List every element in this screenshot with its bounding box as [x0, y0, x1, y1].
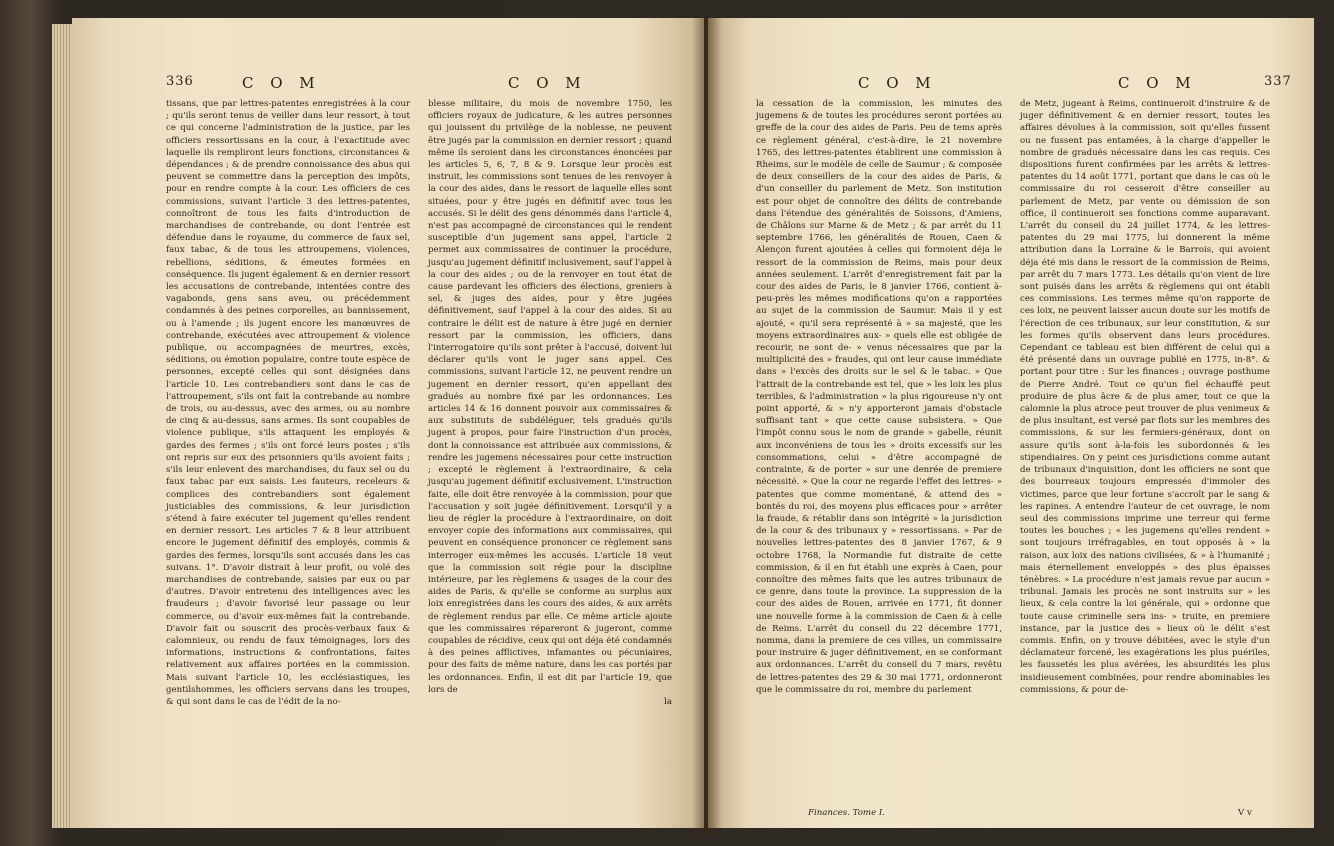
- book-gutter: [692, 18, 722, 836]
- left-column-2-catchword: la: [664, 696, 672, 707]
- right-column-1: [756, 98, 1002, 696]
- right-page: [708, 18, 1314, 828]
- right-page-signature: V v: [1238, 808, 1252, 818]
- left-column-1: [166, 98, 410, 708]
- right-page-number: 337: [1264, 74, 1292, 89]
- left-column-2-text: blesse militaire, du mois de novembre 1750, les officiers royaux de judicature, & les autres personnes qui jouissent du privilège de la noblesse, ne peuvent être jugés par la commission en dernier ressort ; quand même ils seroient dans les circonstances énoncées par les articles 5, 6, 7, 8 & 9. Lorsque leur procès est instruit, les commissions sont tenues de les renvoyer à la cour des aides, dans le ressort de laquelle elles sont situées, pour y être jugés en définitif avec tous les accusés. Si le délit des gens dénommés dans l'article 4, n'est pas accompagné de circonstances qui le rendent susceptible d'un jugement sans appel, l'article 2 permet aux commissaires de continuer la procédure, jusqu'au jugement définitif inclusivement, sauf l'appel à la cour des aides ; ou de la renvoyer en tout état de cause pardevant les officiers des élections, greniers à sel, & juges des aides, pour y être jugées définitivement, sauf l'appel à la cour des aides. Si au contraire le délit est de nature à être jugé en dernier ressort par la commission, les officiers, dans l'interrogatoire qu'ils sont prêter à l'accusé, doivent lui déclarer qu'ils vont le juger sans appel. Ces commissions, suivant l'article 12, ne peuvent rendre un jugement en dernier ressort, qu'en appellant des gradués au nombre fixé par les ordonnances. Les articles 14 & 16 donnent pouvoir aux commissaires & aux substituts de subdéléguer, tels gradués qu'ils jugent à propos, pour faire l'instruction d'un procès, dont la connoissance est attribuée aux commissions, & rendre les jugemens nécessaires pour cette instruction ; excepté le règlement à l'extraordinaire, & cela jusqu'au jugement définitif exclusivement. L'instruction faite, elle doit être renvoyée à la commission, pour que l'accusation y soit jugée définitivement. Lorsqu'il y a lieu de régler la procédure à l'extraordinaire, on doit envoyer copie des informations aux commissaires, qui peuvent en conséquence prononcer ce règlement sans interroger eux-mêmes les accusés. L'article 18 veut que la commission soit régie pour la discipline intérieure, par les règlemens & usages de la cour des aides de Paris, & qu'elle se conforme au surplus aux loix enregistrées dans les cours des aides, & aux arrêts de règlement rendus par elle. Ce même article ajoute que les commissaires répareront & jugeront, comme coupables de récidive, ceux qui ont déja été condamnés à des peines afflictives, infamantes ou pécuniaires, pour des faits de même nature, dans les cas portés par les ordonnances. Enfin, il est dit par l'article 19, que lors de: [428, 99, 672, 695]
- left-page: [72, 18, 704, 828]
- right-page-footer: Finances. Tome I.: [808, 808, 886, 818]
- left-column-2: [428, 98, 672, 708]
- left-page-number: 336: [166, 74, 194, 89]
- right-column-2: [1020, 98, 1270, 696]
- right-headword-2: C O M: [1118, 74, 1197, 92]
- left-headword-2: C O M: [508, 74, 587, 92]
- open-book: [52, 18, 1314, 836]
- right-headword-1: C O M: [858, 74, 937, 92]
- left-headword-1: C O M: [242, 74, 321, 92]
- left-column-1-text: tissans, que par lettres-patentes enregistrées à la cour ; qu'ils seront tenus de veiller dans leur ressort, à tout ce qui concerne l'administration de la justice, par les officiers ressortissans en la cour, à l'exactitude avec laquelle ils rempliront leurs fonctions, circonstances & dépendances ; & de prendre connoissance des abus qui peuvent se commettre dans la perception des impôts, pour en rendre compte à la cour. Les officiers de ces commissions, suivant l'article 3 des lettres-patentes, connoîtront de tous les faits d'introduction de marchandises de contrebande, ou dont l'entrée est défendue dans le royaume, du commerce de faux sel, faux tabac, & de tous les attroupemens, violences, rebellions, séditions, & émeutes formées en conséquence. Ils jugent également & en dernier ressort les accusations de contrebande, intentées contre des vagabonds, gens sans aveu, ou précédemment condamnés à des peines corporelles, au bannissement, ou à l'amende ; ils jugent encore les manœuvres de contrebande, exécutées avec attroupement & violence publique, ou accompagnées de meurtres, excès, séditions, ou émotion populaire, contre toute espèce de personnes, excepté celles qui sont désignées dans l'article 10. Les contrebandiers sont dans le cas de l'attroupement, s'ils ont fait la contrebande au nombre de trois, ou au-dessus, avec des armes, ou au nombre de cinq & au-dessus, sans armes. Ils sont coupables de violence publique, s'ils attaquent les employés & gardes des fermes ; s'ils ont forcé leurs postes ; s'ils ont repris sur eux des prisonniers qu'ils avoient faits ; s'ils leur enlevent des marchandises, du faux sel ou du faux tabac par eux saisis. Les fauteurs, receleurs & complices des contrebandiers sont également justiciables des commissions, & leur jurisdiction s'étend à faire exécuter tel jugement qu'elles rendent en dernier ressort. Les articles 7 & 8 leur attribuent encore le jugement définitif des employés, commis & gardes des fermes, lorsqu'ils sont accusés dans les cas suivans. 1°. D'avoir distrait à leur profit, ou volé des marchandises de contrebande, saisies par eux ou par d'autres. D'avoir entretenu des intelligences avec les fraudeurs ; d'avoir favorisé leur passage ou leur commerce, ou d'avoir eux-mêmes fait la contrebande. D'avoir fait ou souscrit des procès-verbaux faux & calomnieux, ou rendu de faux témoignages, lors des informations, instructions & confrontations, faites relativement aux affaires portées en la commission. Mais suivant l'article 10, les ecclésiastiques, les gentilshommes, les officiers servans dans les troupes, & qui sont dans le cas de l'édit de la no-: [166, 99, 410, 707]
- right-column-2-text: de Metz, jugeant à Reims, continueroit d'instruire & de juger définitivement & en dernier ressort, toutes les affaires dévolues à la commission, soit qu'elles fussent ou ne fussent pas entamées, à la charge d'appeller le nombre de gradués nécessaire dans les cas requis. Ces dispositions furent confirmées par les arrêts & lettres-patentes du 14 août 1771, portant que dans le cas où le commissaire du roi cesseroit d'être conseiller au parlement de Metz, par vente ou démission de son office, il continueroit ses fonctions comme auparavant. L'arrêt du conseil du 24 juillet 1774, & les lettres-patentes du 29 mai 1775, lui donnerent la même attribution dans la Lorraine & le Barrois, qui avoient déja été mis dans le ressort de la commission de Reims, par arrêt du 7 mars 1773. Les détails qu'on vient de lire sont puisés dans les arrêts & règlemens qui ont établi ces commissions. Les termes même qu'on rapporte de ces loix, ne peuvent laisser aucun doute sur les motifs de l'érection de ces tribunaux, sur leur constitution, & sur les formes qu'ils observent dans leurs procédures. Cependant ce tableau est bien différent de celui qui a été présenté dans un ouvrage publié en 1775, in-8°. & portant pour titre : Sur les finances ; ouvrage posthume de Pierre André. Tout ce qu'un fiel échauffé peut produire de plus âcre & de plus amer, tout ce que la calomnie la plus atroce peut trouver de plus venimeux & de plus insultant, est versé par flots sur les membres des commissions, & sur les fermiers-généraux, dont on assure qu'ils sont à-la-fois les subordonnés & les stipendiaires. On y peint ces jurisdictions comme autant de tribunaux d'inquisition, dont les officiers ne sont que des bourreaux toujours empressés d'immoler des victimes, parce que leur fortune s'accroît par le sang & les rapines. A entendre l'auteur de cet ouvrage, le nom seul des commissions imprime une terreur qui ferme toutes les bouches ; « les jugemens qu'elles rendent » sont toujours irréfragables, en tout opposés à » la raison, aux loix des nations civilisées, & » à l'humanité ; mais éternellement enveloppés » des plus épaisses ténèbres. » La procédure n'est jamais revue par aucun » tribunal. Jamais les procès ne sont instruits sur » les lieux, & cela contre la loi générale, qui » ordonne que toute cause criminelle sera ins- » truite, en premiere instance, par la justice des » lieux où le délit s'est commis. Enfin, on y trouve débitées, avec le style d'un déclamateur forcené, les exagérations les plus puériles, les faussetés les plus avérées, les absurdités les plus insidieusement combinées, pour rendre abominables les commissions, & pour de-: [1020, 99, 1270, 695]
- right-column-1-text: la cessation de la commission, les minutes des jugemens & de toutes les procédures seront portées au greffe de la cour des aides de Paris. Peu de tems après ce règlement général, c'est-à-dire, le 21 novembre 1765, des lettres-patentes établirent une commission à Rheims, sur le modèle de celle de Saumur ; & composée de deux conseillers de la cour des aides de Paris, & d'un conseiller du parlement de Metz. Son institution est pour objet de connoître des délits de contrebande dans l'étendue des généralités de Soissons, d'Amiens, de Châlons sur Marne & de Metz ; & par arrêt du 11 septembre 1766, les généralités de Rouen, Caen & Alençon furent ajoutées à celles qui formoient déja le ressort de la commission de Reims, mais pour deux années seulement. L'arrêt d'enregistrement fait par la cour des aides de Paris, le 8 janvier 1766, contient à-peu-près les mêmes modifications qu'on a rapportées au sujet de la commission de Saumur. Mais il y est ajouté, « qu'il sera représenté à » sa majesté, que les moyens extraordinaires aux- » quels elle est obligée de recourir, ne sont de- » venus nécessaires que par la multiplicité des » fraudes, qui ont leur cause immédiate dans » l'excès des droits sur le sel & le tabac. » Que l'attrait de la contrebande est tel, que » les loix les plus terribles, & l'administration » la plus rigoureuse n'y ont point apporté, & » n'y apporteront jamais d'obstacle suffisant tant » que cette cause subsistera. » Que l'impôt connu sous le nom de grande » gabelle, réunit aux inconvéniens de tous les » droits excessifs sur les consommations, celui » d'être accompagné de contrainte, & de porter » sur une denrée de premiere nécessité. » Que la cour ne regarde l'effet des lettres- » patentes que comme momentané, & attend des » bontés du roi, des moyens plus efficaces pour » arrêter la fraude, & rétablir dans son intégrité » la jurisdiction de la cour & des tribunaux y » ressortissans. » Par de nouvelles lettres-patentes des 8 janvier 1767, & 9 octobre 1768, la Normandie fut distraite de cette commission, & il en fut établi une exprès à Caen, pour connoître des mêmes faits que les autres tribunaux de ce genre, dans toute la province. La suppression de la cour des aides de Rouen, arrivée en 1771, fit donner une nouvelle forme à la commission de Caen & à celle de Reims. L'arrêt du conseil du 22 décembre 1771, nomma, dans la premiere de ces villes, un commissaire pour instruire & juger définitivement, en se conformant aux ordonnances. L'arrêt du conseil du 7 mars, revêtu de lettres-patentes des 29 & 30 mai 1771, ordonneront que le commissaire du roi, membre du parlement: [756, 99, 1003, 695]
